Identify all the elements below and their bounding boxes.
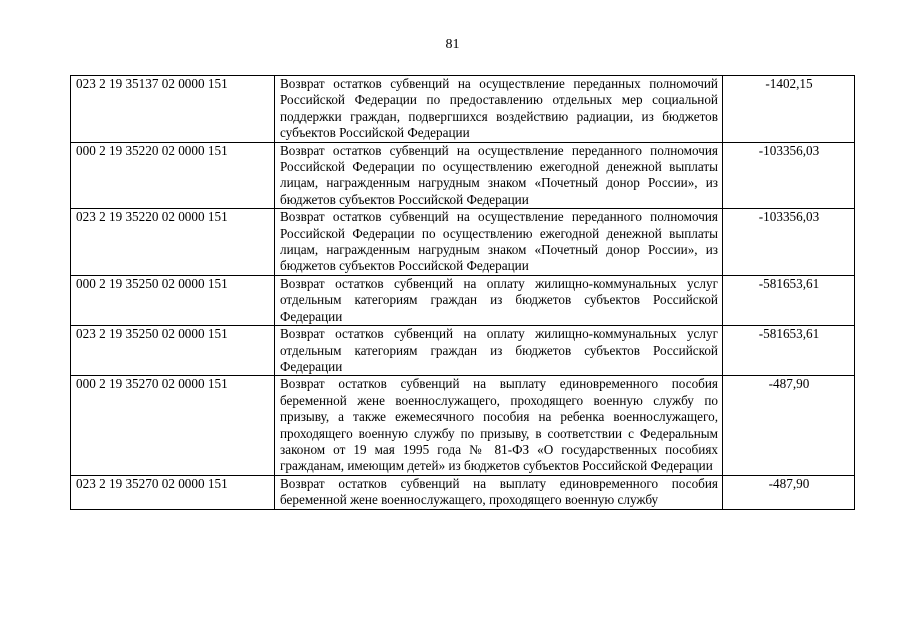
table-row: [71, 76, 855, 143]
budget-code: 023 2 19 35270 02 0000 151: [71, 475, 275, 509]
row-amount: -581653,61: [723, 275, 855, 325]
table-row: [71, 475, 855, 509]
row-description: Возврат остатков субвенций на оплату жилищно-коммунальных услуг отдельным категориям граждан из бюджетов субъектов Российской Федерации: [275, 275, 723, 325]
row-amount: -487,90: [723, 475, 855, 509]
row-amount: -103356,03: [723, 142, 855, 209]
budget-table: [70, 75, 855, 510]
table-row: [71, 275, 855, 325]
table-row: [71, 142, 855, 209]
row-description: Возврат остатков субвенций на выплату единовременного пособия беременной жене военнослужащего, проходящего военную службу: [275, 475, 723, 509]
row-amount: -581653,61: [723, 326, 855, 376]
table-row: [71, 209, 855, 276]
row-description: Возврат остатков субвенций на оплату жилищно-коммунальных услуг отдельным категориям граждан из бюджетов субъектов Российской Федерации: [275, 326, 723, 376]
table-row: [71, 326, 855, 376]
row-description: Возврат остатков субвенций на осуществление переданного полномочия Российской Федерации по осуществлению ежегодной денежной выплаты лицам, награжденным нагрудным знаком «Почетный донор России», из бюджетов субъектов Российской Федерации: [275, 209, 723, 276]
row-description: Возврат остатков субвенций на осуществление переданного полномочия Российской Федерации по осуществлению ежегодной денежной выплаты лицам, награжденным нагрудным знаком «Почетный донор России», из бюджетов субъектов Российской Федерации: [275, 142, 723, 209]
budget-code: 000 2 19 35250 02 0000 151: [71, 275, 275, 325]
row-amount: -487,90: [723, 376, 855, 475]
row-amount: -103356,03: [723, 209, 855, 276]
row-amount: -1402,15: [723, 76, 855, 143]
budget-code: 023 2 19 35137 02 0000 151: [71, 76, 275, 143]
row-description: Возврат остатков субвенций на выплату единовременного пособия беременной жене военнослужащего, проходящего военную службу по призыву, а также ежемесячного пособия на ребенка военнослужащего, проходящего военную службу по призыву, в соответствии с Федеральным законом от 19 мая 1995 года № 81-ФЗ «О государственных пособиях гражданам, имеющим детей» из бюджетов субъектов Российской Федерации: [275, 376, 723, 475]
budget-table-body: [71, 76, 855, 510]
budget-code: 023 2 19 35220 02 0000 151: [71, 209, 275, 276]
budget-code: 000 2 19 35220 02 0000 151: [71, 142, 275, 209]
budget-code: 023 2 19 35250 02 0000 151: [71, 326, 275, 376]
table-row: [71, 376, 855, 475]
row-description: Возврат остатков субвенций на осуществление переданных полномочий Российской Федерации по предоставлению отдельных мер социальной поддержки граждан, подвергшихся воздействию радиации, из бюджетов субъектов Российской Федерации: [275, 76, 723, 143]
page-number: 81: [445, 37, 460, 52]
budget-code: 000 2 19 35270 02 0000 151: [71, 376, 275, 475]
